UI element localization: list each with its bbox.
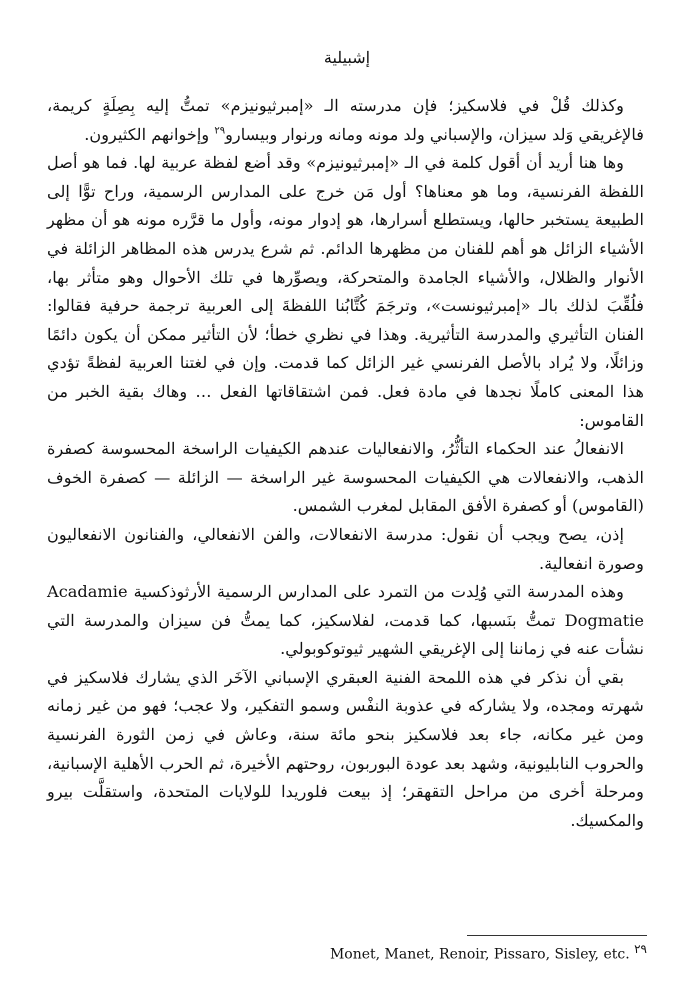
page-body: [47, 92, 644, 835]
paragraph-2: وها هنا أريد أن أقول كلمة في الـ «إمبرثيونيزم» وقد أضع لفظة عربية لها. فما هو أصل اللفظة الفرنسية، وما هو معناها؟ أول مَن خرج على المدارس الرسمية، وراح توًّا إلى الطبيعة يستخبر حالها، ويستطلع أسرارها، هو إدوار مونه، وأول ما قرَّره مونه هو أن مظهر الأشياء الزائل هو أهم للفنان من مظهرها الدائم. ثم شرع يدرس هذه المظاهر الزائلة في الأنوار والظلال، والأشياء الجامدة والمتحركة، ويصوِّرها في تلك الأحوال وهو متأثر بها، فلُقِّبَ لذلك بالـ «إمبرثيونست»، وترجَمَ كُتَّابُنا اللفظةَ إلى العربية ترجمة حرفية فقالوا: الفنان التأثيري والمدرسة التأثيرية. وهذا في نظري خطأ؛ لأن التأثير ممكن أن يكون دائمًا وزائلًا، ولا يُراد بالأصل الفرنسي غير الزائل كما قدمت. وإن في لغتنا العربية لفظةً تؤدي هذا المعنى كاملًا نجدها في مادة فعل. فمن اشتقاقاتها الفعل … وهاك بقية الخبر من القاموس:: [47, 153, 644, 430]
footnote-divider: [467, 935, 647, 936]
paragraph-3-quote: الانفعالُ عند الحكماء التأثُّرُ، والانفعاليات عندهم الكيفيات الراسخة المحسوسة كصفرة الذهب، والانفعالات هي الكيفيات المحسوسة غير الراسخة — الزائلة — كصفرة الخوف (القاموس) أو كصفرة الأفق المقابل لمغرب الشمس.: [47, 439, 644, 516]
paragraph-1-tail: وإخوانهم الكثيرون.: [84, 124, 215, 144]
footnote-number: ٢٩: [634, 942, 647, 956]
footnote: [47, 942, 647, 963]
paragraph-6: بقي أن نذكر في هذه اللمحة الفنية العبقري الإسباني الآخَر الذي يشارك فلاسكيز في شهرته ومجده، ولا يشاركه في عذوبة النفْس وسمو التفكير، ولا عجب؛ فهو من غير زمانه ومن غير مكانه، جاء بعد فلاسكيز بنحو مائة سنة، وعاش في زمن الثورة الفرنسية والحروب النابليونية، وشهد بعد عودة البوربون، روحتهم الأخيرة، ثم الحرب الأهلية الإسبانية، ومرحلة أخرى من مراحل التقهقر؛ إذ بيعت فلوريدا للولايات المتحدة، واستقلَّت بيرو والمكسيك.: [47, 667, 644, 830]
paragraph-4: إذن، يصح ويجب أن نقول: مدرسة الانفعالات، والفن الانفعالي، والفنانون الانفعاليون وصورة انفعالية.: [47, 524, 644, 573]
paragraph-1: [47, 92, 644, 149]
paragraph-1-text: وكذلك قُلْ في فلاسكيز؛ فإن مدرسته الـ «إمبرثيونيزم» تمتُّ إليه بِصِلَةٍ كريمة، فالإغريقي وَلد سيزان، والإسباني ولد مونه ومانه ورنوار وبيسارو: [47, 96, 644, 144]
running-header: إشبيلية: [323, 48, 371, 67]
footnote-text: Monet, Manet, Renoir, Pissaro, Sisley, etc.: [329, 946, 630, 963]
footnote-ref: ٢٩: [214, 125, 226, 137]
paragraph-5: وهذه المدرسة التي وُلِدت من التمرد على المدارس الرسمية الأرثوذكسية Acadamie Dogmatie تمتُّ بنَسبها، كما قدمت، لفلاسكيز، كما يمتُّ فن سيزان والمدرسة التي نشأت عنه في زماننا إلى الإغريقي الشهير ثيوتوكوبولي.: [47, 582, 644, 659]
